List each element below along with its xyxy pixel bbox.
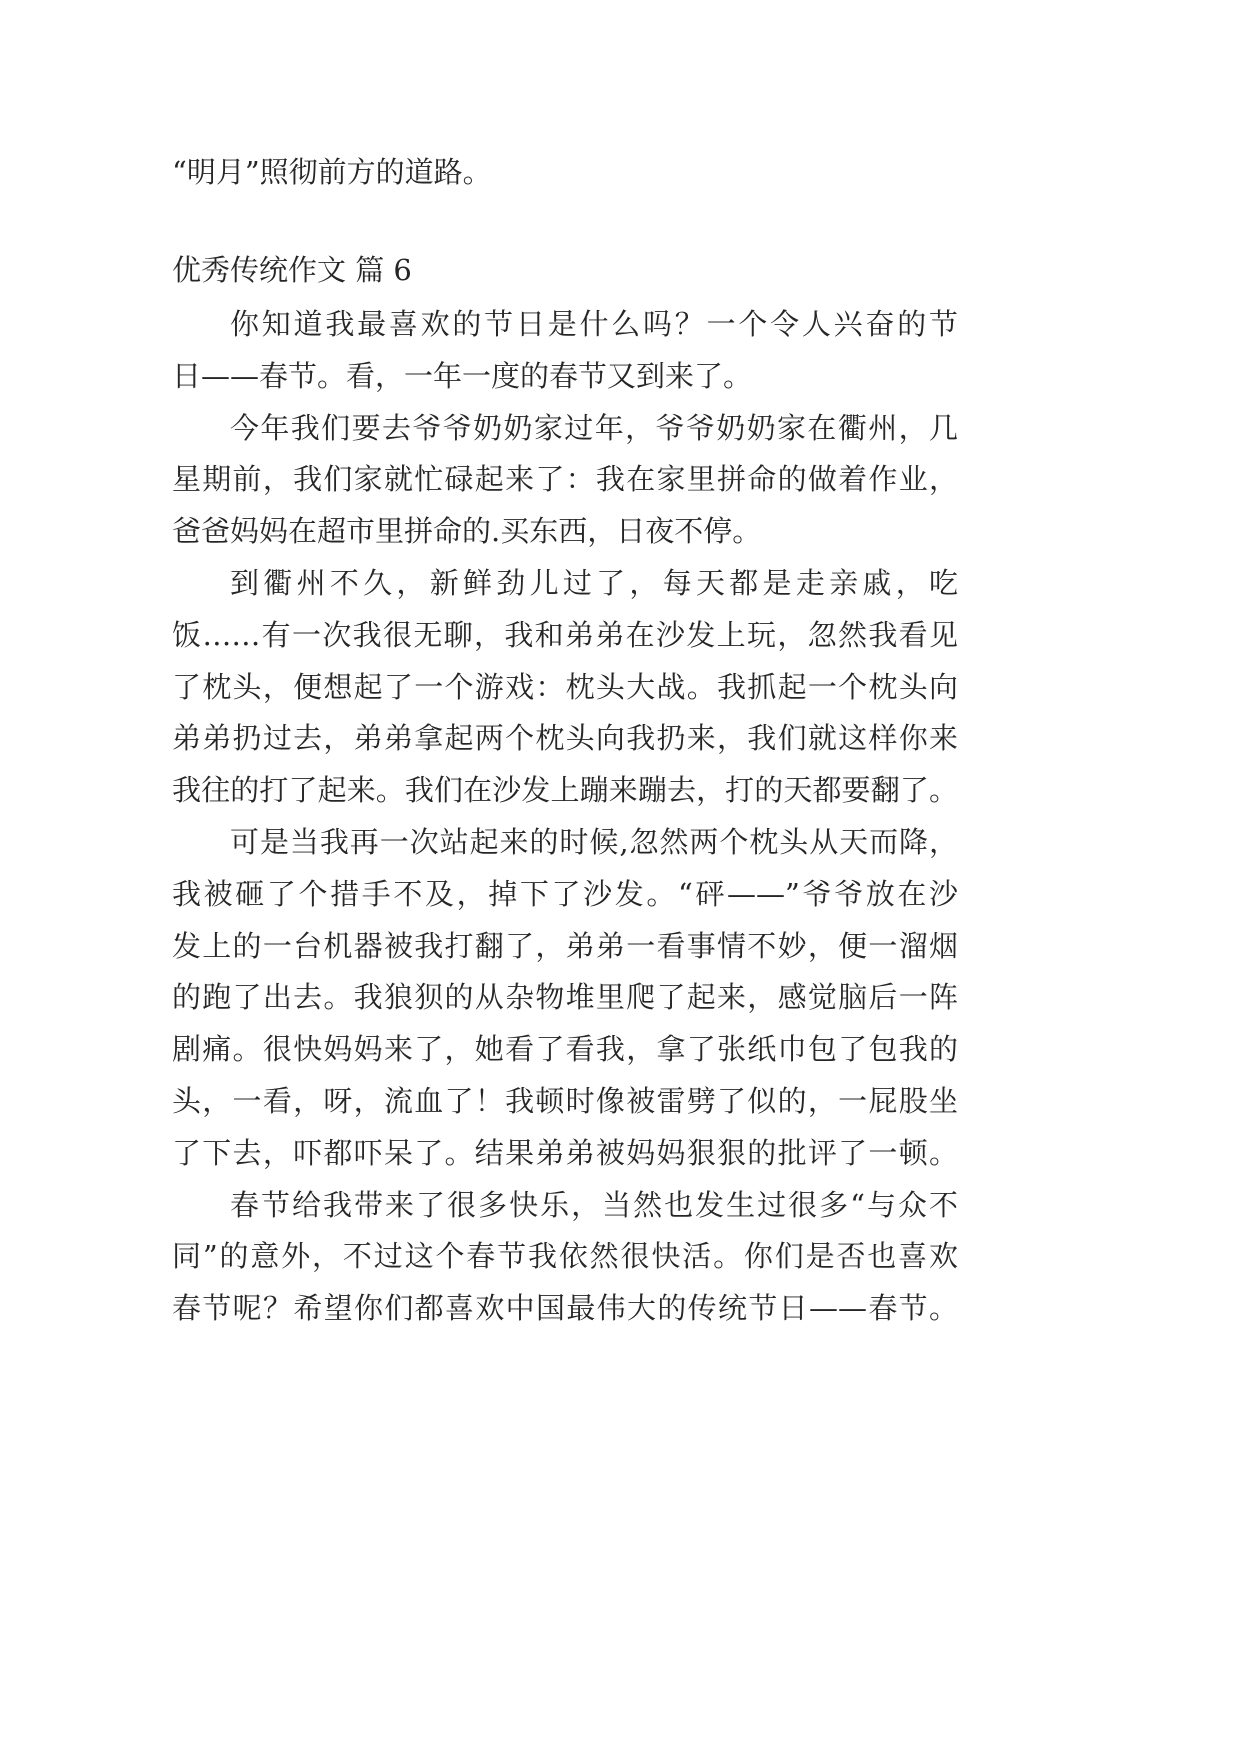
- paragraph-line: 日——春节。看，一年一度的春节又到来了。: [172, 358, 753, 393]
- paragraph-line: 爸爸妈妈在超市里拼命的.买东西，日夜不停。: [172, 514, 762, 549]
- paragraph-line: 的跑了出去。我狼狈的从杂物堆里爬了起来，感觉脑后一阵: [172, 980, 958, 1015]
- continuation-line: “明月”照彻前方的道路。: [172, 155, 492, 189]
- paragraph: [172, 1180, 958, 1335]
- paragraph-line: 剧痛。很快妈妈来了，她看了看我，拿了张纸巾包了包我的: [172, 1032, 958, 1067]
- paragraph-line: 可是当我再一次站起来的时候,忽然两个枕头从天而降，: [230, 824, 958, 859]
- paragraph-line: 今年我们要去爷爷奶奶家过年，爷爷奶奶家在衢州，几: [230, 410, 958, 445]
- paragraph-line: 星期前，我们家就忙碌起来了：我在家里拼命的做着作业，: [172, 462, 958, 497]
- paragraph: [172, 558, 958, 817]
- paragraph: [172, 299, 958, 403]
- paragraph-line: 弟弟扔过去，弟弟拿起两个枕头向我扔来，我们就这样你来: [172, 721, 958, 756]
- paragraph-line: 了下去，吓都吓呆了。结果弟弟被妈妈狠狠的批评了一顿。: [172, 1135, 958, 1170]
- paragraph-line: 同”的意外，不过这个春节我依然很快活。你们是否也喜欢: [172, 1239, 958, 1274]
- paragraph-line: 我往的打了起来。我们在沙发上蹦来蹦去，打的天都要翻了。: [172, 773, 958, 808]
- section-heading: 优秀传统作文 篇 6: [172, 253, 412, 287]
- paragraph-line: 春节给我带来了很多快乐，当然也发生过很多“与众不: [230, 1187, 958, 1222]
- paragraph-line: 你知道我最喜欢的节日是什么吗？一个令人兴奋的节: [230, 307, 958, 341]
- paragraph-line: 饭……有一次我很无聊，我和弟弟在沙发上玩，忽然我看见: [172, 617, 958, 652]
- paragraph-line: 发上的一台机器被我打翻了，弟弟一看事情不妙，便一溜烟: [172, 928, 958, 963]
- paragraph-line: 我被砸了个措手不及，掉下了沙发。“砰——”爷爷放在沙: [172, 876, 958, 911]
- paragraph-line: 头，一看，呀，流血了！我顿时像被雷劈了似的，一屁股坐: [172, 1083, 958, 1118]
- paragraph-line: 到衢州不久，新鲜劲儿过了，每天都是走亲戚，吃: [230, 565, 958, 600]
- paragraph: [172, 403, 958, 558]
- paragraph-line: 了枕头，便想起了一个游戏：枕头大战。我抓起一个枕头向: [172, 669, 958, 704]
- paragraph-line: 春节呢？希望你们都喜欢中国最伟大的传统节日——春节。: [172, 1291, 958, 1326]
- paragraph: [172, 817, 958, 1180]
- essay-body: [172, 299, 958, 1335]
